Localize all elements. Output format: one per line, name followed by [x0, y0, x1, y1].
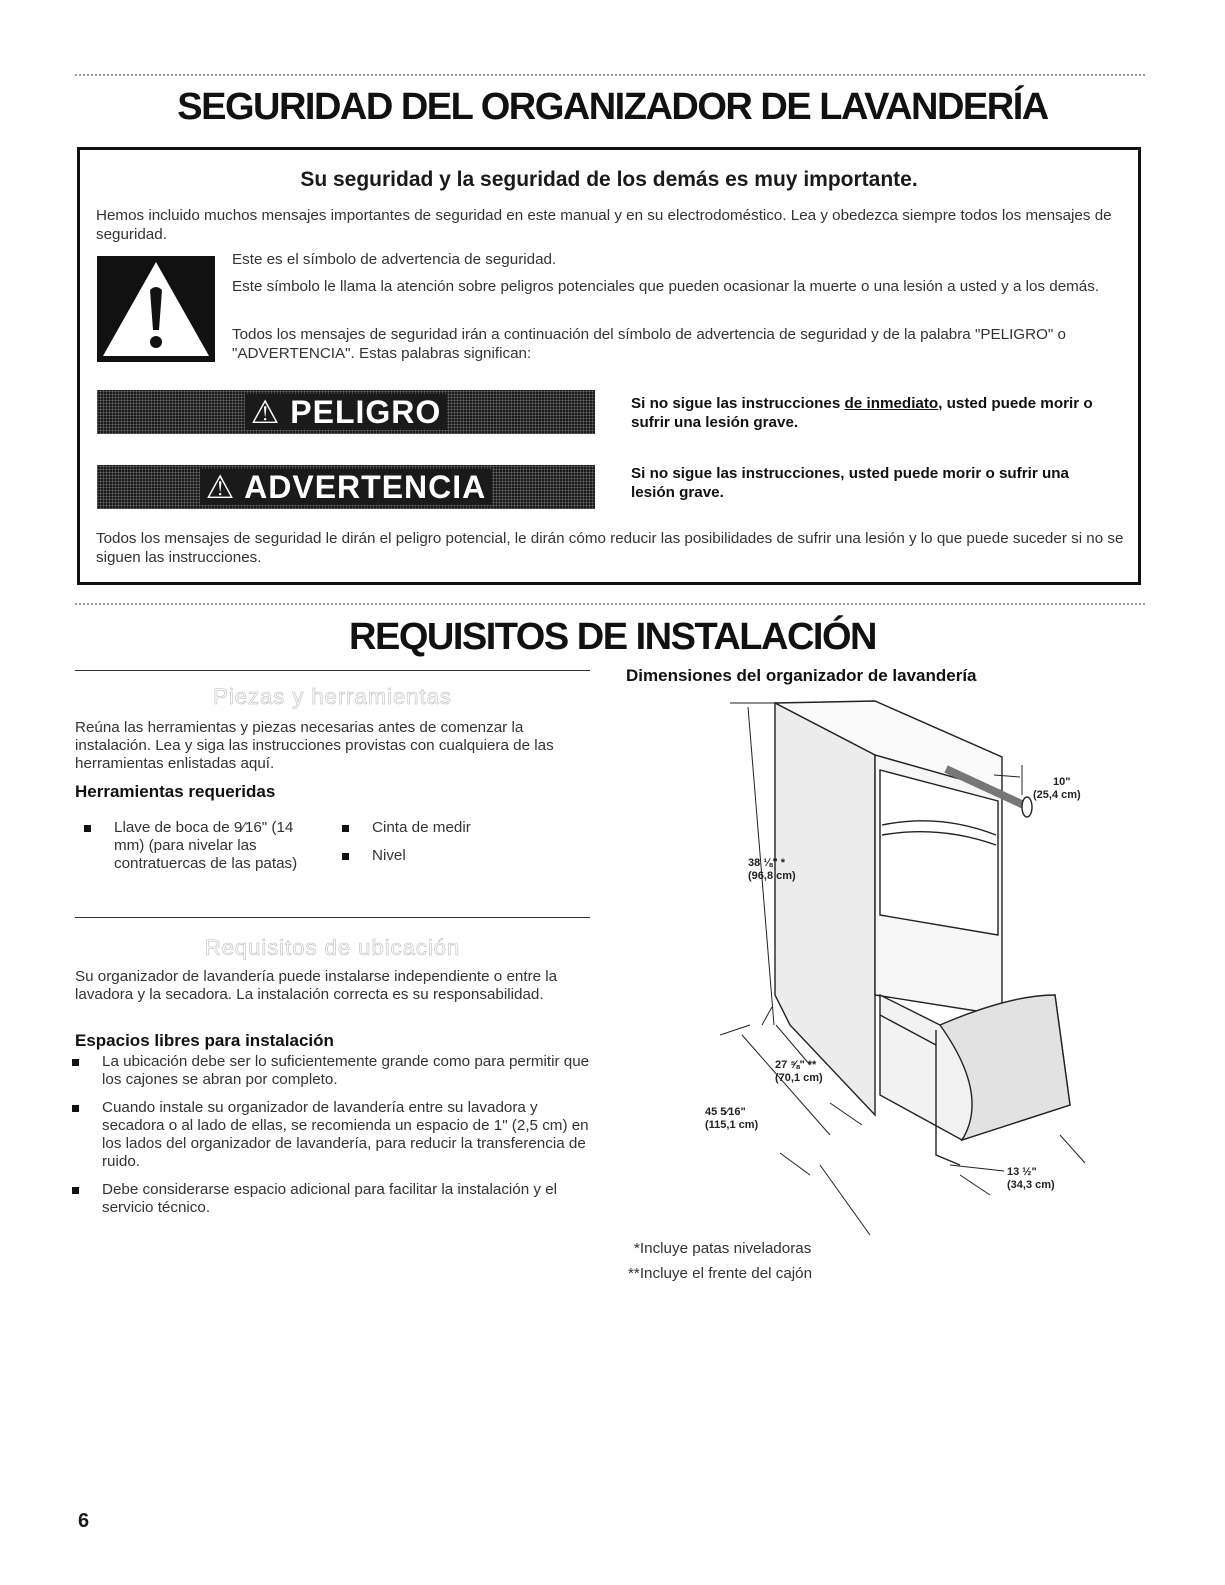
tools-heading: Herramientas requeridas [75, 782, 276, 801]
danger-text [631, 394, 1111, 432]
warning-triangle-icon: ⚠ [205, 469, 245, 505]
danger-label: PELIGRO [290, 394, 442, 430]
warning-banner [97, 465, 595, 509]
parts-heading: Piezas y herramientas [213, 684, 452, 709]
dim-height-cm: (96,8 cm) [748, 870, 796, 882]
dim-width-label [1033, 776, 1081, 802]
list-item: Debe considerarse espacio adicional para facilitar la instalación y el servicio técnico. [70, 1181, 590, 1217]
symbol-text-2: Este símbolo le llama la atención sobre peligros potenciales que pueden ocasionar la muerte o una lesión a usted y a los demás. [232, 278, 1100, 295]
warning-text: Si no sigue las instrucciones, usted puede morir o sufrir una lesión grave. [631, 465, 1069, 501]
safety-alert-icon [97, 256, 215, 362]
dim-drawer-cm: (34,3 cm) [1007, 1179, 1055, 1191]
tools-list-1 [82, 819, 314, 873]
clearance-list [70, 1053, 590, 1217]
dim-open-label [705, 1106, 758, 1132]
dim-depth-label [775, 1059, 823, 1085]
top-divider [75, 74, 1145, 76]
list-item: Cuando instale su organizador de lavandería entre su lavadora y secadora o al lado de ellas, se recomienda un espacio de 1" (2,5 cm) en los lados del organizador de lavandería, para reducir la transferencia de ruido. [70, 1099, 590, 1171]
location-intro: Su organizador de lavandería puede instalarse independiente o entre la lavadora y la secadora. La instalación correcta es su responsabilidad. [75, 968, 558, 1003]
danger-text-b: , usted puede morir o sufrir una lesión grave. [631, 395, 1093, 431]
organizer-diagram [690, 695, 1090, 1235]
danger-text-a: Si no sigue las instrucciones [631, 395, 845, 412]
list-item: La ubicación debe ser lo suficientemente grande como para permitir que los cajones se abran por completo. [70, 1053, 590, 1089]
dim-width-cm: (25,4 cm) [1033, 789, 1081, 801]
symbol-text-1: Este es el símbolo de advertencia de seguridad. [232, 251, 557, 268]
dims-heading: Dimensiones del organizador de lavandería [626, 666, 977, 685]
parts-intro: Reúna las herramientas y piezas necesarias antes de comenzar la instalación. Lea y siga las instrucciones provistas con cualquiera de las herramientas enlistadas aquí. [75, 719, 554, 772]
danger-banner [97, 390, 595, 434]
safety-title: SEGURIDAD DEL ORGANIZADOR DE LAVANDERÍA [177, 86, 1048, 128]
safety-box [77, 147, 1141, 585]
page-number: 6 [78, 1510, 90, 1532]
location-rule [75, 917, 590, 918]
dim-depth-in: 27 ⅝" ** [775, 1059, 817, 1071]
dim-height-label [748, 857, 796, 883]
dim-height-in: 38 ⅛" * [748, 857, 786, 869]
dim-drawer-label [1007, 1166, 1055, 1192]
dim-open-in: 45 5⁄16" [705, 1106, 746, 1118]
list-item: Nivel [340, 847, 590, 865]
clearance-heading: Espacios libres para instalación [75, 1031, 334, 1050]
warning-label: ADVERTENCIA [244, 469, 487, 505]
warning-triangle-icon: ⚠ [250, 394, 291, 430]
list-item: Cinta de medir [340, 819, 590, 837]
location-heading: Requisitos de ubicación [204, 935, 461, 960]
dim-drawer-in: 13 ½" [1007, 1166, 1037, 1178]
list-item: Llave de boca de 9⁄16" (14 mm) (para nivelar las contratuercas de las patas) [82, 819, 314, 873]
footnote-drawer: **Incluye el frente del cajón [628, 1265, 813, 1282]
tools-list-2 [340, 819, 590, 865]
symbol-text-3: Todos los mensajes de seguridad irán a continuación del símbolo de advertencia de seguridad y de la palabra "PELIGRO" o "ADVERTENCIA". Estas palabras significan: [232, 326, 1066, 362]
dim-open-cm: (115,1 cm) [705, 1119, 759, 1131]
safety-box-title: Su seguridad y la seguridad de los demás es muy importante. [300, 168, 918, 191]
danger-text-underlined: de inmediato [844, 395, 939, 412]
parts-rule [75, 670, 590, 671]
footnote-legs: *Incluye patas niveladoras [634, 1240, 812, 1257]
dim-width-in: 10" [1053, 776, 1071, 788]
install-title: REQUISITOS DE INSTALACIÓN [349, 616, 876, 658]
safety-closing: Todos los mensajes de seguridad le dirán el peligro potencial, le dirán cómo reducir las posibilidades de sufrir una lesión y lo que puede suceder si no se siguen las instrucciones. [96, 530, 1124, 566]
middle-divider [75, 603, 1145, 605]
dim-depth-cm: (70,1 cm) [775, 1072, 823, 1084]
safety-intro: Hemos incluido muchos mensajes importantes de seguridad en este manual y en su electrodoméstico. Lea y obedezca siempre todos los mensajes de seguridad. [96, 207, 1112, 243]
